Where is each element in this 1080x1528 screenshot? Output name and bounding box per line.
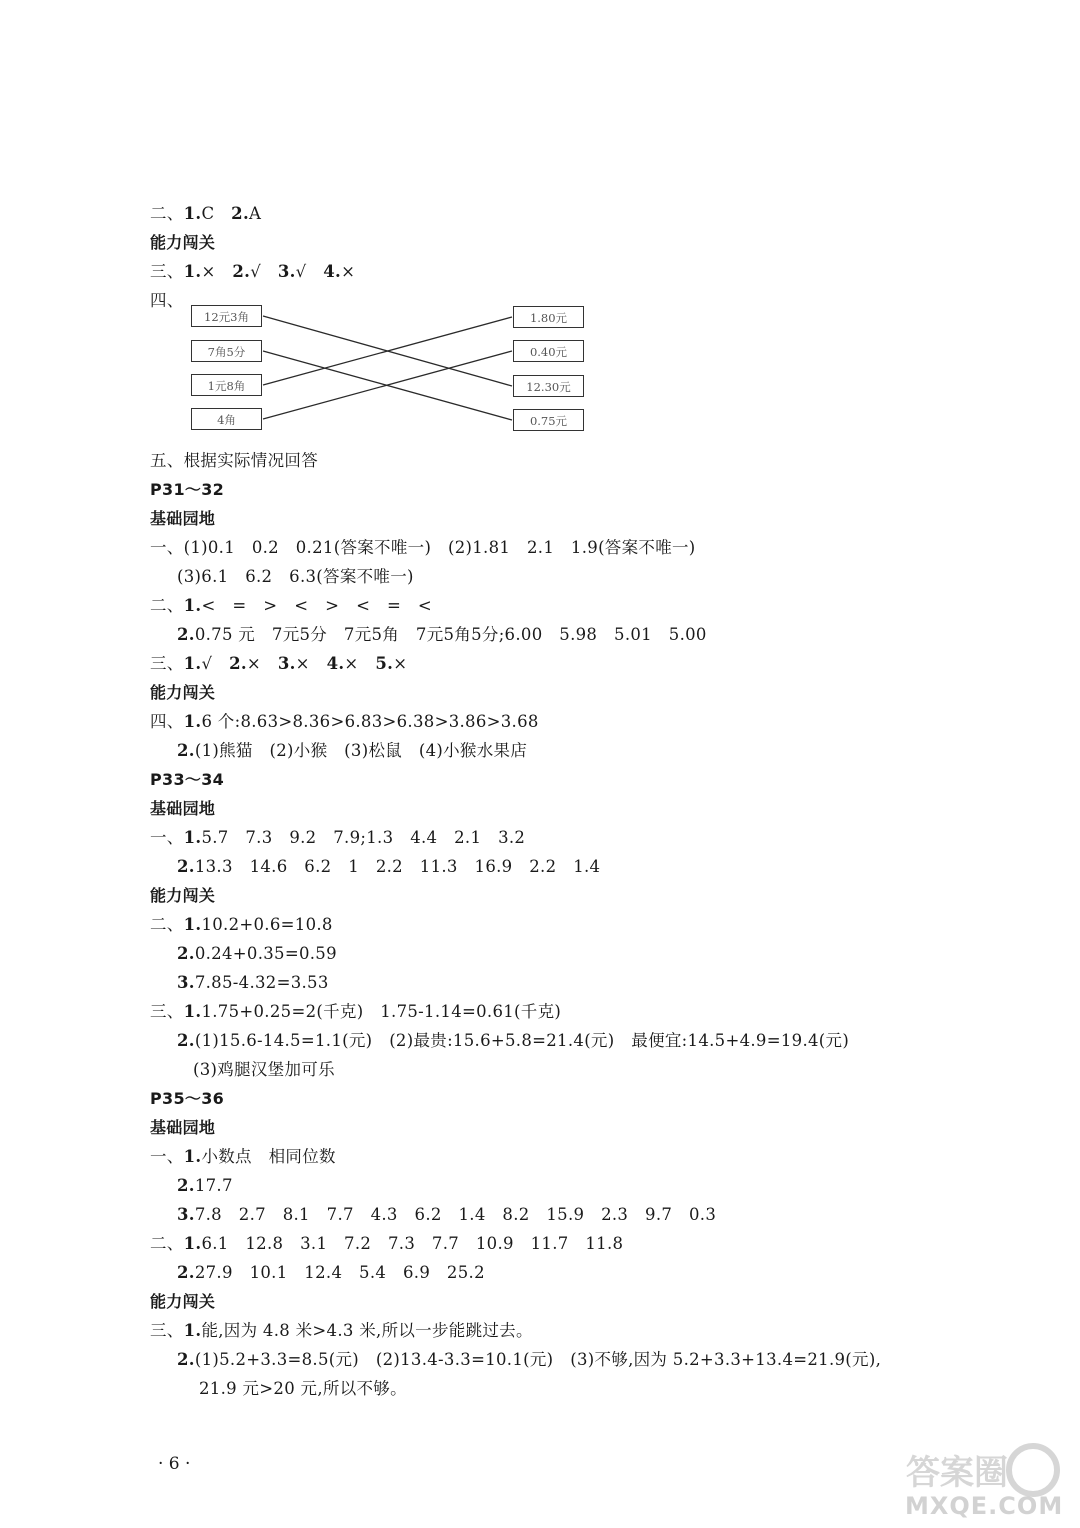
section-prefix: 四、: [150, 291, 184, 310]
item-number: 2.: [231, 204, 249, 223]
item-number: 1.: [183, 262, 202, 281]
answer-line: [177, 737, 527, 765]
item-number: 1.: [183, 1321, 202, 1340]
answer-line: [150, 824, 525, 852]
matching-connector-line: [263, 317, 512, 385]
answer-line: [150, 592, 432, 620]
answer-line: [150, 534, 696, 562]
answer-text: √: [295, 262, 324, 281]
answer-line: [150, 1230, 623, 1258]
section-heading: 能力闯关: [150, 233, 216, 252]
item-number: 3.: [177, 1205, 195, 1224]
answer-text: ×: [393, 654, 408, 673]
answer-line: 五、根据实际情况回答: [150, 451, 318, 470]
answer-line: [177, 621, 707, 649]
answer-line: [177, 1027, 849, 1055]
item-number: 2.: [177, 1176, 195, 1195]
answer-line: (3)6.1 6.2 6.3(答案不唯一): [177, 567, 414, 586]
item-number: 1.: [183, 204, 202, 223]
section-heading: 基础园地: [150, 1118, 216, 1137]
answer-text: (1)熊猫 (2)小猴 (3)松鼠 (4)小猴水果店: [194, 741, 528, 760]
matching-left-box: 1元8角: [191, 374, 262, 396]
item-number: 1.: [183, 1002, 202, 1021]
answer-text: 10.2+0.6=10.8: [201, 915, 333, 934]
section-prefix: 二、: [150, 915, 184, 934]
section-heading: 基础园地: [150, 509, 216, 528]
item-number: 2.: [177, 1350, 195, 1369]
answer-text: 6.1 12.8 3.1 7.2 7.3 7.7 10.9 11.7 11.8: [201, 1234, 624, 1253]
answer-text: 0.75 元 7元5分 7元5角 7元5角5分;6.00 5.98 5.01 5.00: [194, 625, 707, 644]
answer-line: [177, 1201, 716, 1229]
answer-text: 1.75+0.25=2(千克) 1.75-1.14=0.61(千克): [201, 1002, 562, 1021]
answer-text: < = > < > < = <: [201, 596, 433, 615]
answer-text: 0.24+0.35=0.59: [194, 944, 337, 963]
answer-text: 7.85-4.32=3.53: [194, 973, 329, 992]
answer-line: [150, 708, 539, 736]
watermark-site: MXQE.COM: [905, 1492, 1064, 1520]
item-number: 4.: [326, 654, 345, 673]
section-prefix: 二、: [150, 204, 184, 223]
item-number: 1.: [183, 828, 202, 847]
answer-text: (1)0.1 0.2 0.21(答案不唯一) (2)1.81 2.1 1.9(答案不唯一): [183, 538, 696, 557]
section-prefix: 三、: [150, 1321, 184, 1340]
section-prefix: 三、: [150, 654, 184, 673]
answer-text: 能,因为 4.8 米>4.3 米,所以一步能跳过去。: [201, 1321, 533, 1340]
answer-text: √: [201, 654, 230, 673]
item-number: 2.: [177, 857, 195, 876]
answer-line: [150, 650, 407, 678]
section-heading: 基础园地: [150, 799, 216, 818]
answer-line: [177, 940, 337, 968]
item-number: 1.: [183, 712, 202, 731]
answer-text: ×: [295, 654, 327, 673]
item-number: 1.: [183, 915, 202, 934]
section-prefix: 一、: [150, 1147, 184, 1166]
item-number: 5.: [375, 654, 394, 673]
item-number: 2.: [229, 654, 247, 673]
matching-left-box: 4角: [191, 408, 262, 430]
answer-line: [150, 911, 333, 939]
answer-line: 21.9 元>20 元,所以不够。: [199, 1379, 407, 1398]
section-prefix: 一、: [150, 538, 184, 557]
answer-text: ×: [344, 654, 376, 673]
section-heading: 能力闯关: [150, 683, 216, 702]
page-range-heading: P33～34: [150, 770, 225, 789]
answer-text: A: [249, 204, 262, 223]
section-prefix: 四、: [150, 712, 184, 731]
answer-text: (1)5.2+3.3=8.5(元) (2)13.4-3.3=10.1(元) (3)不够,因为 5.2+3.3+13.4=21.9(元),: [194, 1350, 882, 1369]
answer-text: ×: [246, 654, 278, 673]
section-prefix: 三、: [150, 1002, 184, 1021]
answer-text: 小数点 相同位数: [201, 1147, 336, 1166]
answer-line: [177, 853, 600, 881]
answer-line: [177, 1346, 881, 1374]
answer-text: 6 个:8.63>8.36>6.83>6.38>3.86>3.68: [201, 712, 539, 731]
answer-text: ×: [201, 262, 233, 281]
section-prefix: 一、: [150, 828, 184, 847]
answer-text: 27.9 10.1 12.4 5.4 6.9 25.2: [194, 1263, 485, 1282]
item-number: 1.: [183, 1234, 202, 1253]
item-number: 2.: [177, 741, 195, 760]
item-number: 1.: [183, 596, 202, 615]
item-number: 3.: [277, 654, 296, 673]
answer-text: (1)15.6-14.5=1.1(元) (2)最贵:15.6+5.8=21.4(元) 最便宜:14.5+4.9=19.4(元): [194, 1031, 850, 1050]
answer-line: [177, 1172, 233, 1200]
item-number: 4.: [323, 262, 342, 281]
matching-left-box: 12元3角: [191, 305, 262, 327]
item-number: 1.: [183, 1147, 202, 1166]
watermark-logo-text: 答案圈: [906, 1453, 1008, 1493]
answer-line: [177, 1259, 485, 1287]
item-number: 2.: [177, 1031, 195, 1050]
answer-line: [177, 969, 329, 997]
item-number: 2.: [177, 1263, 195, 1282]
matching-right-box: 12.30元: [513, 375, 584, 397]
item-number: 2.: [177, 944, 195, 963]
item-number: 3.: [277, 262, 296, 281]
matching-right-box: 0.75元: [513, 409, 584, 431]
answer-text: C: [201, 204, 232, 223]
matching-right-box: 0.40元: [513, 340, 584, 362]
answer-line: [150, 1317, 533, 1345]
answer-text: √: [250, 262, 278, 281]
matching-right-box: 1.80元: [513, 306, 584, 328]
page-range-heading: P35～36: [150, 1089, 225, 1108]
answer-line: [150, 1143, 336, 1171]
page-range-heading: P31～32: [150, 480, 225, 499]
section-prefix: 二、: [150, 1234, 184, 1253]
item-number: 1.: [183, 654, 202, 673]
page-number: · 6 ·: [158, 1454, 191, 1474]
answer-text: 17.7: [194, 1176, 233, 1195]
watermark-circle-icon: [1009, 1446, 1057, 1494]
answer-text: ×: [341, 262, 356, 281]
answer-line: (3)鸡腿汉堡加可乐: [193, 1060, 335, 1079]
section-prefix: 三、: [150, 262, 184, 281]
section-prefix: 二、: [150, 596, 184, 615]
item-number: 3.: [177, 973, 195, 992]
item-number: 2.: [177, 625, 195, 644]
answer-text: 5.7 7.3 9.2 7.9;1.3 4.4 2.1 3.2: [201, 828, 526, 847]
answer-text: 7.8 2.7 8.1 7.7 4.3 6.2 1.4 8.2 15.9 2.3 9.7 0.3: [194, 1205, 717, 1224]
section-heading: 能力闯关: [150, 1292, 216, 1311]
matching-left-box: 7角5分: [191, 340, 262, 362]
answer-text: 13.3 14.6 6.2 1 2.2 11.3 16.9 2.2 1.4: [194, 857, 601, 876]
answer-line: [150, 998, 561, 1026]
section-heading: 能力闯关: [150, 886, 216, 905]
item-number: 2.: [232, 262, 251, 281]
